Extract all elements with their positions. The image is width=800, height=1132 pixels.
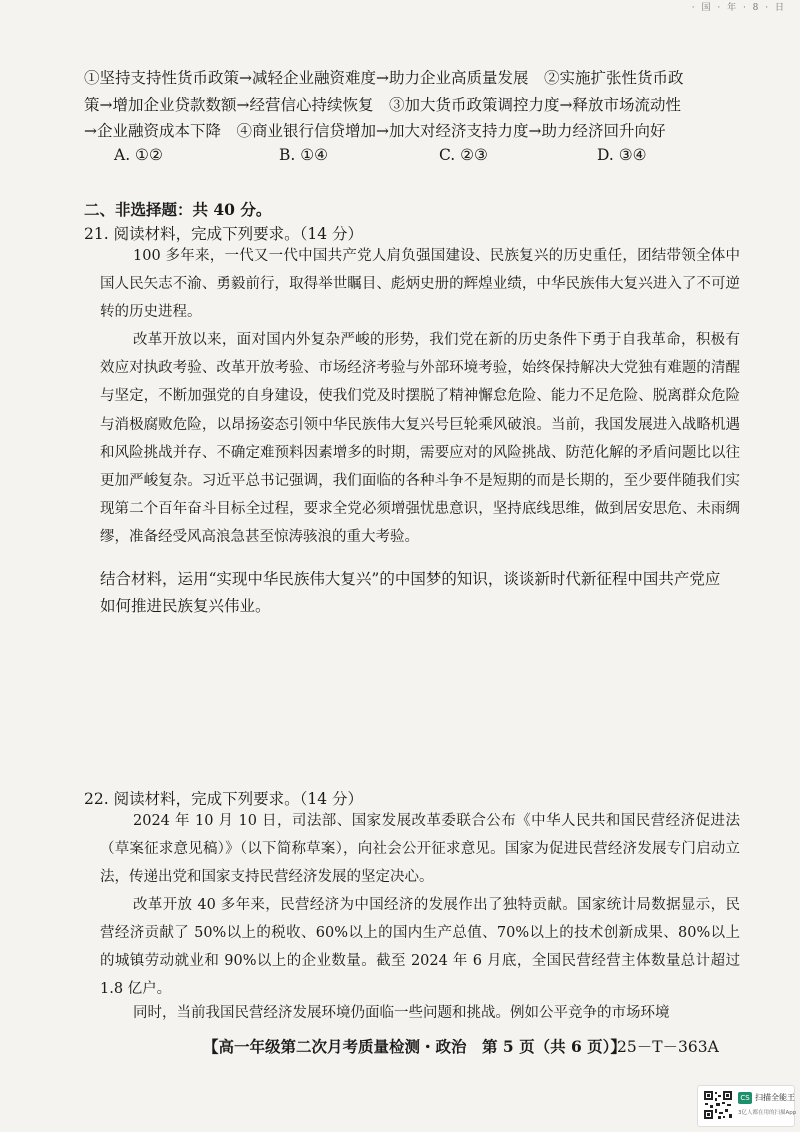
- qr-code-icon: [703, 1090, 733, 1120]
- exam-code: 25－T－363A: [617, 1038, 719, 1056]
- camscanner-logo-icon: CS: [738, 1092, 752, 1104]
- scanner-watermark: [697, 1085, 795, 1127]
- scanner-name: 扫描全能王: [755, 1093, 795, 1102]
- q21-question-line2: 如何推进民族复兴伟业。: [100, 597, 271, 615]
- choice-c: C. ②③: [439, 146, 488, 164]
- choice-a: A. ①②: [114, 146, 163, 164]
- corner-mark: · 国 · 年 · 8 · 日: [691, 3, 786, 13]
- q22-p2: 改革开放 40 多年来，民营经济为中国经济的发展作出了独特贡献。国家统计局数据显示，民营经济贡献了 50%以上的税收、60%以上的国内生产总值、70%以上的技术创新成果、80%以上的城镇劳动就业和 90%以上的企业数量。截至 2024 年 6 月底，全国民营经营主体数量总计超过 1.8 亿户。: [100, 897, 740, 997]
- q21-material-p2: 改革开放以来，面对国内外复杂严峻的形势，我们党在新的历史条件下勇于自我革命，积极有效应对执政考验、改革开放考验、市场经济考验与外部环境考验，始终保持解决大党独有难题的清醒与坚定，不断加强党的自身建设，使我们党及时摆脱了精神懈怠危险、能力不足危险、脱离群众危险与消极腐败危险，以昂扬姿态引领中华民族伟大复兴号巨轮乘风破浪。当前，我国发展进入战略机遇和风险挑战并存、不确定难预料因素增多的时期，需要应对的风险挑战、防范化解的矛盾问题比以往更加严峻复杂。习近平总书记强调，我们面临的各种斗争不是短期的而是长期的，至少要伴随我们实现第二个百年奋斗目标全过程，要求全党必须增强忧患意识，坚持底线思维，做到居安思危、未雨绸缪，准备经受风高浪急甚至惊涛骇浪的重大考验。: [100, 332, 740, 546]
- q22-title: 22. 阅读材料，完成下列要求。（14 分）: [84, 790, 363, 808]
- choice-b: B. ①④: [279, 146, 329, 164]
- q21-material-p1: 100 多年来，一代又一代中国共产党人肩负强国建设、民族复兴的历史重任，团结带领全体中国人民矢志不渝、勇毅前行，取得举世瞩目、彪炳史册的辉煌业绩，中华民族伟大复兴进入了不可逆转的历史进程。: [100, 248, 740, 321]
- q21-title: 21. 阅读材料，完成下列要求。（14 分）: [84, 225, 363, 243]
- choice-d: D. ③④: [597, 146, 647, 164]
- q20-option-line: →企业融资成本下降 ④商业银行信贷增加→加大对经济支持力度→助力经济回升向好: [84, 122, 666, 140]
- page-footer: 【高一年级第二次月考质量检测・政治 第 5 页（共 6 页）】: [203, 1037, 626, 1056]
- q22-p1: 2024 年 10 月 10 日，司法部、国家发展改革委联合公布《中华人民共和国民营经济促进法（草案征求意见稿）》（以下简称草案），向社会公开征求意见。国家为促进民营经济发展专门启动立法，传递出党和国家支持民营经济发展的坚定决心。: [100, 813, 740, 885]
- q22-p3: 同时，当前我国民营经济发展环境仍面临一些问题和挑战。例如公平竞争的市场环境: [133, 1005, 670, 1021]
- section2-heading: 二、非选择题：共 40 分。: [84, 200, 272, 219]
- q21-question-line1: 结合材料，运用“实现中华民族伟大复兴”的中国梦的知识，谈谈新时代新征程中国共产党应: [100, 570, 721, 588]
- q20-option-line: ①坚持支持性货币政策→减轻企业融资难度→助力企业高质量发展 ②实施扩张性货币政: [84, 69, 684, 87]
- q20-choices: [114, 146, 714, 166]
- q20-option-line: 策→增加企业贷款数额→经营信心持续恢复 ③加大货币政策调控力度→释放市场流动性: [84, 96, 681, 114]
- scanner-tagline: 3亿人都在用的扫描App: [738, 1110, 797, 1116]
